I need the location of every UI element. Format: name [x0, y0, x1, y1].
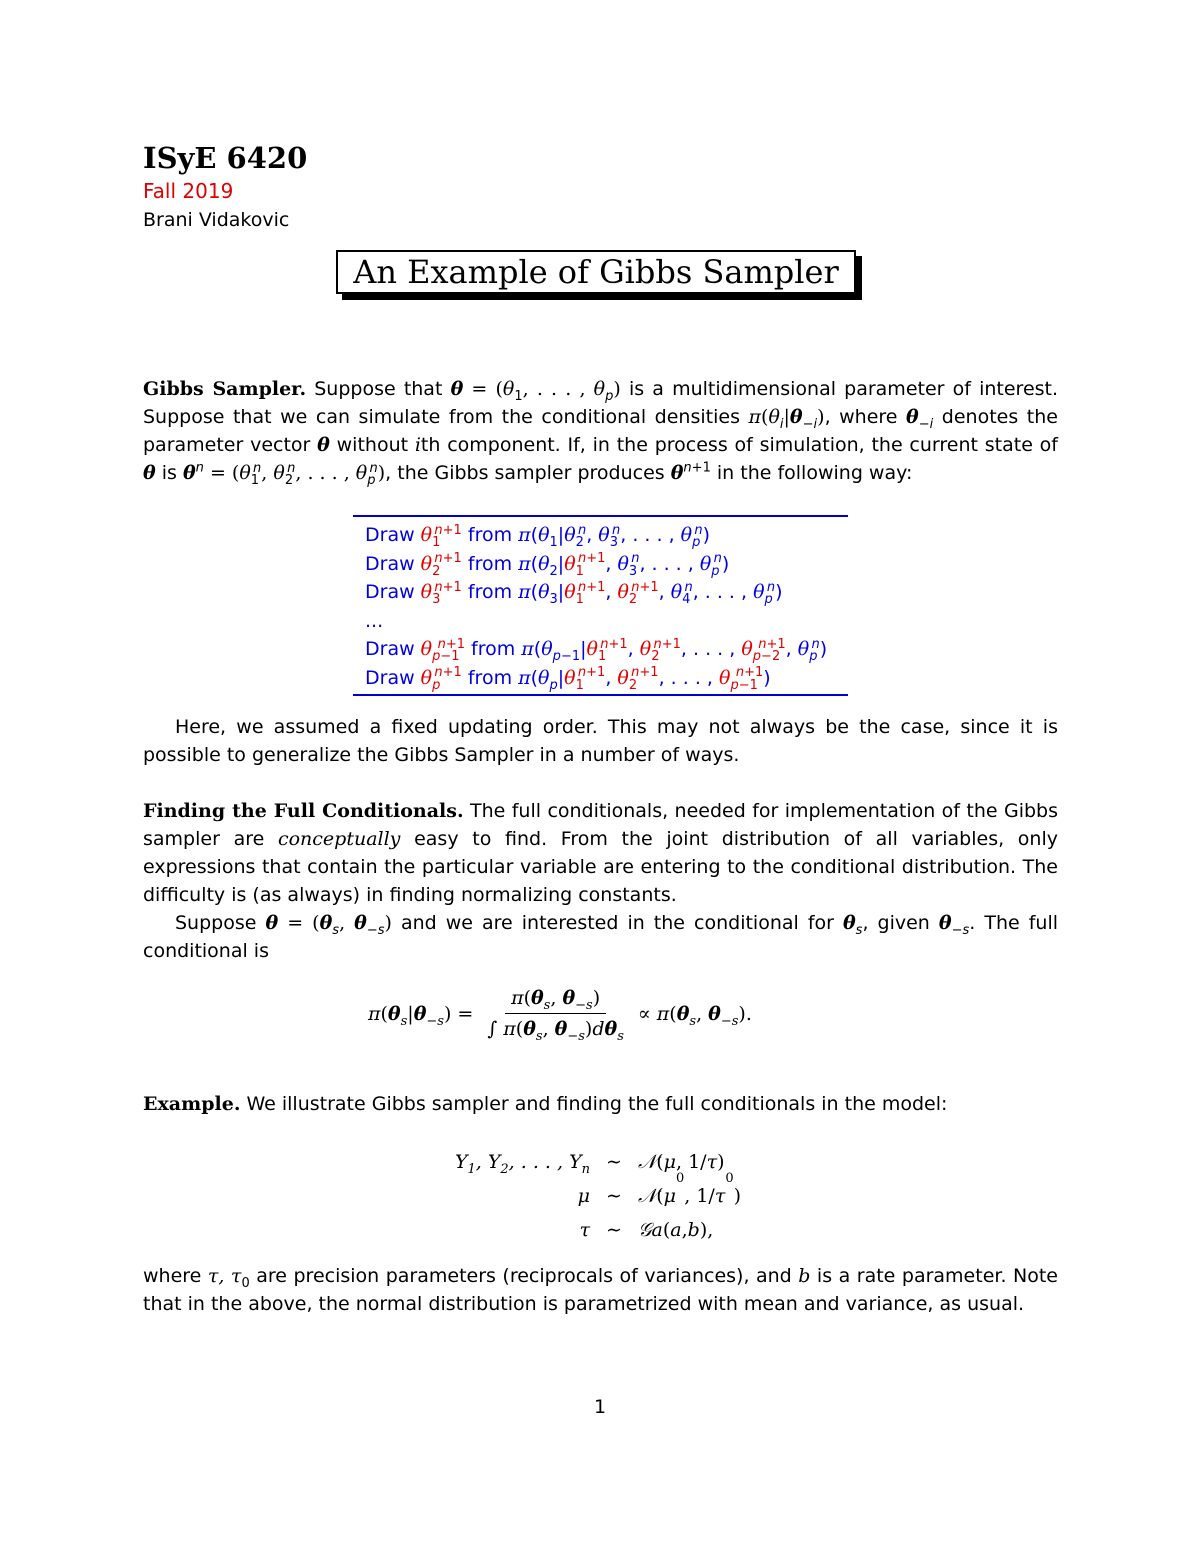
text: th component. If, in the process of simulation, the current state of	[420, 434, 1058, 456]
example-heading: Example.	[143, 1093, 241, 1115]
full-conditional-equation: $\pi(\theta_s|\theta_{-s})$ = $\frac{\pi(\theta_s, \theta_{-s})}{\int \pi(\theta_s, \theta_{-s})d\theta_s}$ ∝ $\pi(\theta_s$, $\theta_{-s}$).	[368, 987, 752, 1044]
gibbs-sampler-paragraph: Gibbs Sampler. Suppose that $\theta = (\theta_1$, . . . , $\theta_p$) is a multidimensional parameter of interest. Suppose that we can simulate from the conditional densities $\pi(\theta_i|\theta_{-i})$, where $\theta_{-i}$ denotes the parameter vector θ without ith component. If, in the process of simulation, the current state of θ is $\theta^n = (\theta_1^n$, $\theta_2^n$, . . . , $\theta_p^n$), the Gibbs sampler produces $\theta^{n+1}$ in the following way:	[143, 378, 1059, 488]
gibbs-step-ellipsis: ...	[365, 609, 384, 632]
example-paragraph	[143, 1090, 1058, 1118]
text: Suppose that	[306, 378, 451, 400]
updating-order-paragraph: Here, we assumed a fixed updating order. This may not always be the case, since it is possible to generalize the Gibbs Sampler in a number of ways.	[143, 716, 1058, 766]
full-conditional-intro: Suppose $\theta = (\theta_s$, $\theta_{-s}$) and we are interested in the conditional for $\theta_s$, given $\theta_{-s}$. The full conditional is	[143, 912, 1058, 962]
text: without	[329, 434, 415, 456]
text: , where	[824, 406, 907, 428]
text: is	[155, 462, 183, 484]
document-title: An Example of Gibbs Sampler	[336, 250, 856, 294]
course-code: ISyE 6420	[143, 141, 308, 175]
gibbs-step-2: Draw $\theta_2^{n+1}$ from $\pi(\theta_2|\theta_1^{n+1}$, $\theta_3^n$, . . . , $\theta_p^n$)	[365, 551, 730, 579]
text: The full conditionals, needed for implementation of the Gibbs sampler are	[143, 800, 1059, 850]
gibbs-step-3: Draw $\theta_3^{n+1}$ from $\pi(\theta_3|\theta_1^{n+1}$, $\theta_2^{n+1}$, $\theta_4^n$, . . . , $\theta_p^n$)	[365, 579, 783, 607]
document-header	[143, 140, 307, 234]
author: Brani Vidakovic	[143, 209, 290, 231]
text: is a multidimensional parameter of interest. Suppose that we can simulate from the conditional densities	[143, 378, 1059, 428]
model-specification	[448, 1145, 741, 1247]
text: denotes the parameter vector	[143, 406, 1058, 456]
precision-parameters-paragraph: where τ, $\tau_0$ are precision parameters (reciprocals of variances), and b is a rate parameter. Note that in the above, the normal distribution is parametrized with mean and variance, as usual.	[143, 1265, 1058, 1315]
gibbs-sampler-heading: Gibbs Sampler.	[143, 378, 307, 400]
full-conditionals-paragraph	[143, 797, 1058, 909]
gibbs-steps-table	[353, 515, 848, 696]
model-line-tau: τ ∼ 𝒢a ( a , b ),	[579, 1219, 714, 1241]
term: Fall 2019	[143, 179, 234, 203]
text: easy to find. From the joint distribution of all variables, only expressions that contain the particular variable are entering to the conditional distribution. The difficulty is (as always) in finding normalizing constants.	[143, 828, 1058, 906]
gibbs-step-p: Draw $\theta_p^{n+1}$ from $\pi(\theta_p|\theta_1^{n+1}$, $\theta_2^{n+1}$, . . . , $\theta_{p-1}^{n+1}$)	[365, 665, 771, 693]
text: We illustrate Gibbs sampler and finding the full conditionals in the model:	[240, 1093, 948, 1115]
gibbs-step-1: Draw $\theta_1^{n+1}$ from $\pi(\theta_1|\theta_2^n$, $\theta_3^n$, . . . , $\theta_p^n$)	[365, 522, 711, 550]
emphasis: conceptually	[277, 828, 401, 850]
full-conditionals-heading: Finding the Full Conditionals.	[143, 800, 464, 822]
page-number: 1	[593, 1396, 607, 1418]
text: , the Gibbs sampler produces	[385, 462, 671, 484]
gibbs-step-p-minus-1: Draw $\theta_{p-1}^{n+1}$ from $\pi(\theta_{p-1}|\theta_1^{n+1}$, $\theta_2^{n+1}$, . . . , $\theta_{p-2}^{n+1}$, $\theta_p^n$)	[365, 636, 828, 664]
text: in the following way:	[710, 462, 913, 484]
model-line-likelihood: $Y_1$, $Y_2$, . . . , $Y_n$ ∼ 𝒩 ( μ , 1/ τ )	[454, 1151, 725, 1177]
model-line-mu: μ ∼ 𝒩 ( μ 0 , 1/ τ 0 )	[577, 1171, 742, 1207]
